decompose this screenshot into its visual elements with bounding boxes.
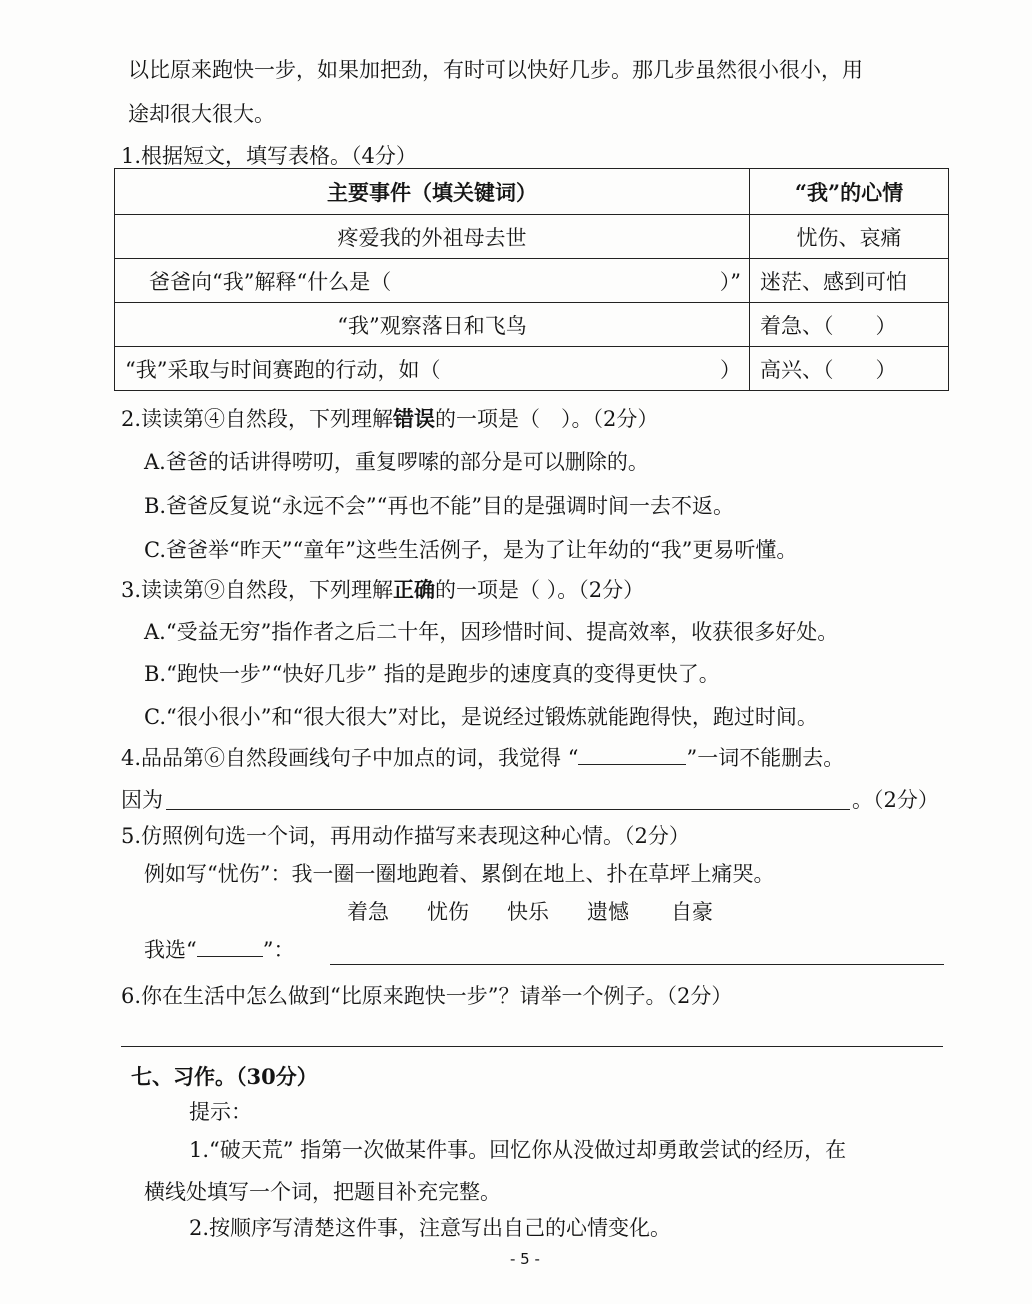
table-row bbox=[115, 347, 949, 391]
prompt-text: 2.读读第④自然段，下列理解 bbox=[121, 407, 394, 431]
table-row bbox=[115, 303, 949, 347]
hint-1-line-1: 1.“破天荒” 指第一次做某件事。回忆你从没做过却勇敢尝试的经历，在 bbox=[189, 1138, 847, 1162]
table-row bbox=[115, 259, 949, 303]
word-choice[interactable]: 忧伤 bbox=[427, 900, 469, 924]
event-cell: 疼爱我的外祖母去世 bbox=[115, 215, 750, 259]
reason-end: 。（2分） bbox=[852, 788, 939, 812]
question-2-option-a[interactable]: A.爸爸的话讲得唠叨，重复啰嗦的部分是可以删除的。 bbox=[144, 450, 649, 474]
question-4-prompt bbox=[121, 746, 844, 771]
hint-2: 2.按顺序写清楚这件事，注意写出自己的心情变化。 bbox=[189, 1216, 672, 1240]
question-1-prompt: 1.根据短文，填写表格。（4分） bbox=[121, 144, 417, 168]
word-choice[interactable]: 遗憾 bbox=[587, 900, 629, 924]
table-row bbox=[115, 215, 949, 259]
prompt-text: 4.品品第⑥自然段画线句子中加点的词，我觉得 “ bbox=[121, 746, 579, 770]
event-paren-close: ） bbox=[720, 357, 741, 382]
word-choice[interactable]: 快乐 bbox=[507, 900, 549, 924]
event-text: 爸爸向“我”解释“什么是（ bbox=[149, 269, 392, 294]
question-3-option-a[interactable]: A.“受益无穷”指作者之后二十年，因珍惜时间、提高效率，收获很多好处。 bbox=[144, 620, 839, 644]
mood-cell-fill-blank[interactable]: 着急、（ ） bbox=[750, 303, 949, 347]
event-paren-close: ）” bbox=[719, 269, 741, 294]
word-choice[interactable]: 自豪 bbox=[671, 900, 713, 924]
composition-heading: 七、习作。（30分） bbox=[131, 1064, 318, 1089]
header-event: 主要事件（填关键词） bbox=[115, 169, 750, 215]
event-cell-fill-blank[interactable] bbox=[115, 347, 750, 391]
question-5-example: 例如写“忧伤”：我一圈一圈地跑着、累倒在地上、扑在草坪上痛哭。 bbox=[144, 862, 775, 886]
event-cell: “我”观察落日和飞鸟 bbox=[115, 303, 750, 347]
mood-cell: 迷茫、感到可怕 bbox=[750, 259, 949, 303]
header-mood: “我”的心情 bbox=[750, 169, 949, 215]
prompt-text: 的一项是（ ）。（2分） bbox=[435, 407, 659, 431]
choose-line bbox=[144, 938, 295, 963]
question-6-prompt: 6.你在生活中怎么做到“比原来跑快一步”？请举一个例子。（2分） bbox=[121, 984, 733, 1008]
question-5-prompt: 5.仿照例句选一个词，再用动作描写来表现这种心情。（2分） bbox=[121, 824, 690, 848]
hint-label: 提示： bbox=[189, 1100, 252, 1124]
prompt-text: 我选“ bbox=[144, 938, 197, 962]
prompt-text: ”一词不能删去。 bbox=[686, 746, 845, 770]
prompt-text: 的一项是（ ）。（2分） bbox=[435, 578, 645, 602]
prompt-text: ”： bbox=[262, 938, 295, 962]
chosen-word-blank[interactable] bbox=[197, 938, 263, 957]
question-3-prompt bbox=[121, 577, 644, 603]
event-text: “我”采取与时间赛跑的行动，如（ bbox=[125, 357, 441, 382]
prompt-text: 3.读读第⑨自然段，下列理解 bbox=[121, 578, 394, 602]
question-3-option-c[interactable]: C.“很小很小”和“很大很大”对比，是说经过锻炼就能跑得快，跑过时间。 bbox=[144, 705, 818, 729]
passage-line-1: 以比原来跑快一步，如果加把劲，有时可以快好几步。那几步虽然很小很小，用 bbox=[128, 58, 863, 82]
word-blank[interactable] bbox=[578, 746, 686, 765]
mood-cell: 忧伤、哀痛 bbox=[750, 215, 949, 259]
word-choice[interactable]: 着急 bbox=[347, 900, 389, 924]
event-cell-fill-blank[interactable] bbox=[115, 259, 750, 303]
example-answer-line[interactable] bbox=[121, 1046, 943, 1047]
mood-cell-fill-blank[interactable]: 高兴、（ ） bbox=[750, 347, 949, 391]
reason-answer-line[interactable] bbox=[166, 809, 850, 810]
hint-1-line-2: 横线处填写一个词，把题目补充完整。 bbox=[144, 1180, 501, 1204]
event-mood-table bbox=[114, 168, 949, 391]
prompt-emphasis: 正确 bbox=[393, 577, 436, 602]
passage-line-2: 途却很大很大。 bbox=[128, 102, 275, 126]
description-answer-line[interactable] bbox=[330, 964, 944, 965]
question-3-option-b[interactable]: B.“跑快一步”“快好几步” 指的是跑步的速度真的变得更快了。 bbox=[144, 662, 720, 686]
question-2-option-b[interactable]: B.爸爸反复说“永远不会”“再也不能”目的是强调时间一去不返。 bbox=[144, 494, 735, 518]
prompt-emphasis: 错误 bbox=[393, 406, 436, 431]
page-number: - 5 - bbox=[510, 1250, 540, 1268]
table-header-row bbox=[115, 169, 949, 215]
question-2-prompt bbox=[121, 406, 658, 432]
question-2-option-c[interactable]: C.爸爸举“昨天”“童年”这些生活例子，是为了让年幼的“我”更易听懂。 bbox=[144, 538, 798, 562]
reason-label: 因为 bbox=[121, 788, 163, 812]
